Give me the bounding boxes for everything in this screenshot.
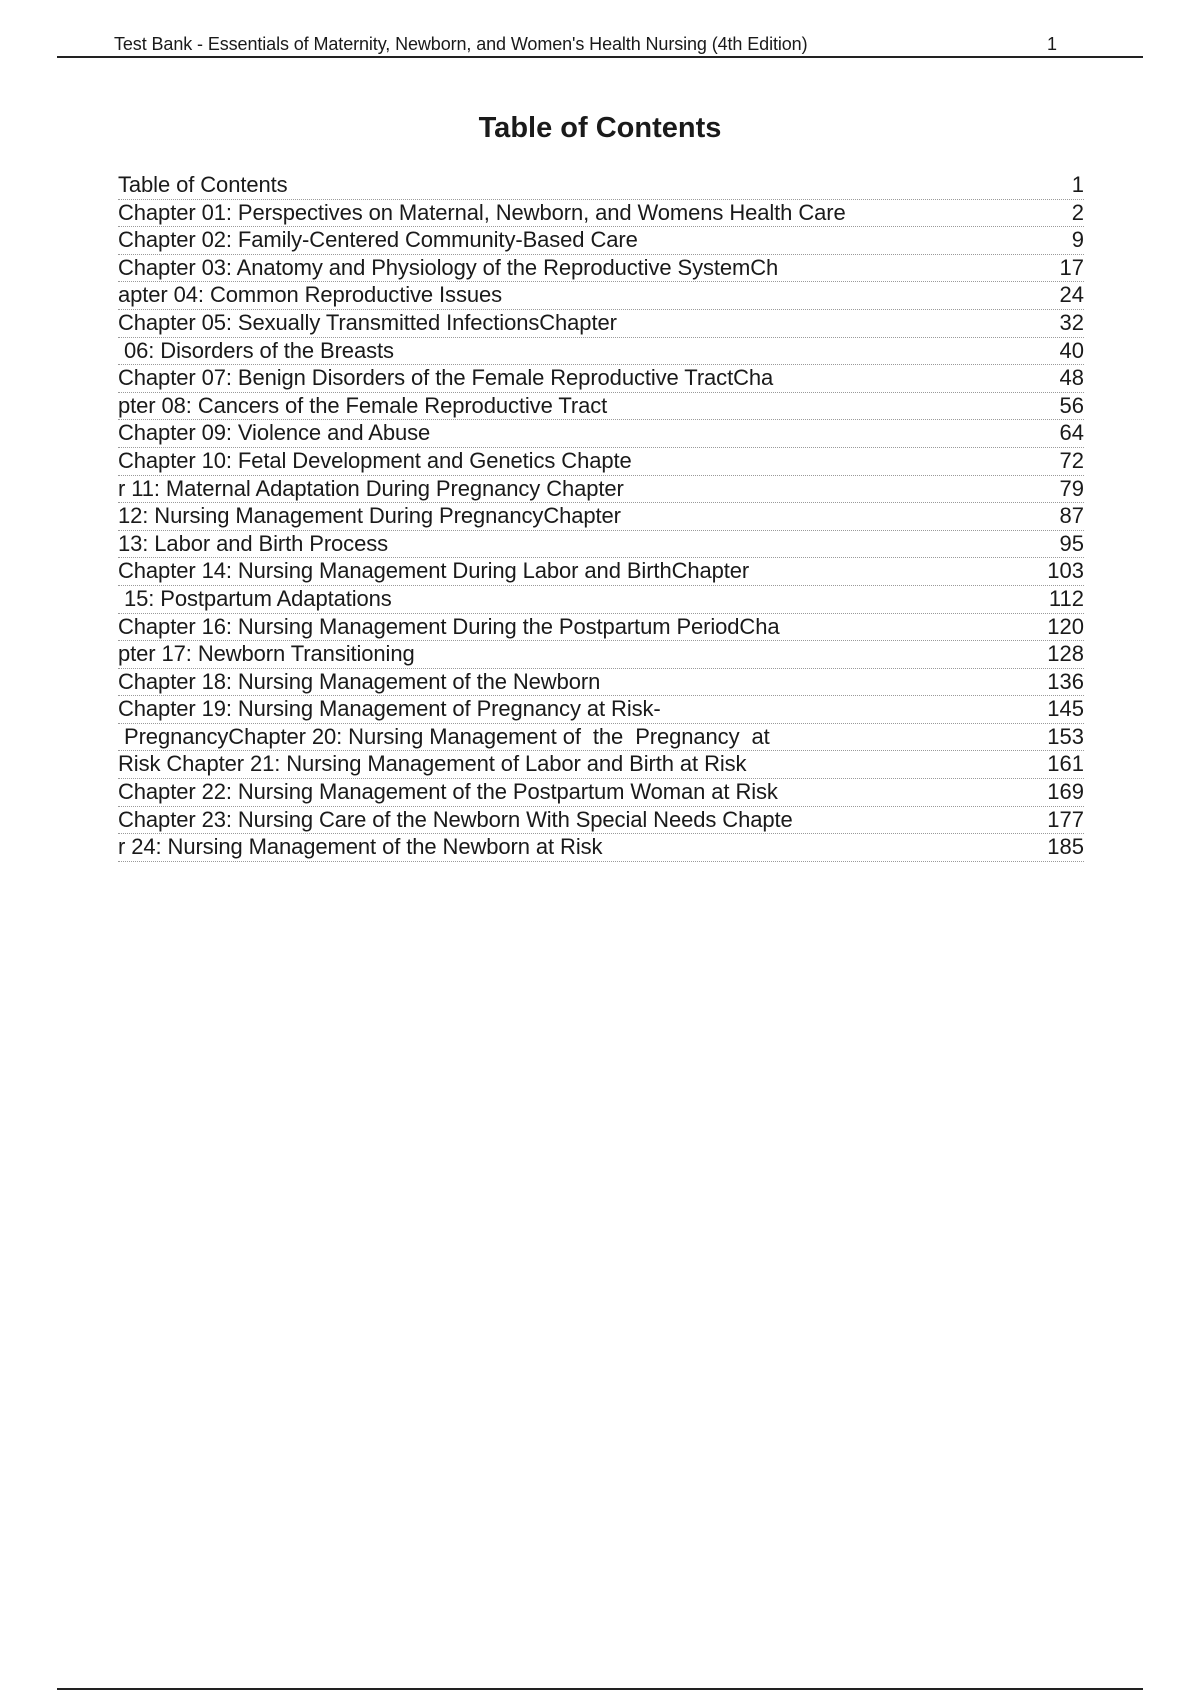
toc-entry[interactable] <box>118 255 1084 283</box>
toc-entry-page: 169 <box>1047 779 1084 805</box>
toc-entry[interactable] <box>118 338 1084 366</box>
toc-entry-title: Chapter 18: Nursing Management of the Newborn <box>118 668 601 694</box>
toc-entry-page: 120 <box>1047 613 1084 639</box>
toc-entry[interactable] <box>118 476 1084 504</box>
toc-entry[interactable] <box>118 503 1084 531</box>
toc-entry-title: Chapter 07: Benign Disorders of the Female Reproductive TractCha <box>118 365 774 391</box>
toc-entry[interactable] <box>118 696 1084 724</box>
toc-entry-title: PregnancyChapter 20: Nursing Management of the Pregnancy at <box>118 723 770 749</box>
toc-entry[interactable] <box>118 834 1084 862</box>
toc-entry-page: 161 <box>1047 751 1084 777</box>
toc-entry-page: 32 <box>1059 309 1084 335</box>
toc-entry[interactable] <box>118 172 1084 200</box>
toc-entry[interactable] <box>118 393 1084 421</box>
toc-entry-title: Chapter 23: Nursing Care of the Newborn With Special Needs Chapte <box>118 806 793 832</box>
toc-entry-page: 153 <box>1047 723 1084 749</box>
toc-entry[interactable] <box>118 641 1084 669</box>
toc-entry-title: Risk Chapter 21: Nursing Management of Labor and Birth at Risk <box>118 751 747 777</box>
toc-entry-title: Chapter 03: Anatomy and Physiology of the Reproductive SystemCh <box>118 254 779 280</box>
toc-entry-page: 40 <box>1059 337 1084 363</box>
toc-entry-page: 2 <box>1071 199 1084 225</box>
toc-entry-page: 17 <box>1059 254 1084 280</box>
footer-rule <box>57 1688 1143 1690</box>
document-title: Test Bank - Essentials of Maternity, Newborn, and Women's Health Nursing (4th Edition) <box>114 34 808 54</box>
toc-entry-title: Chapter 01: Perspectives on Maternal, Newborn, and Womens Health Care <box>118 199 846 225</box>
toc-entry-title: r 24: Nursing Management of the Newborn at Risk <box>118 834 603 860</box>
toc-entry-page: 79 <box>1059 475 1084 501</box>
toc-entry[interactable] <box>118 751 1084 779</box>
toc-entry[interactable] <box>118 310 1084 338</box>
toc-entry-title: Chapter 16: Nursing Management During the Postpartum PeriodCha <box>118 613 780 639</box>
toc-entry[interactable] <box>118 200 1084 228</box>
toc-entry-page: 72 <box>1059 447 1084 473</box>
toc-entry-page: 1 <box>1071 172 1084 197</box>
toc-entry-page: 177 <box>1047 806 1084 832</box>
toc-entry-page: 48 <box>1059 365 1084 391</box>
toc-entry-title: 06: Disorders of the Breasts <box>118 337 394 363</box>
toc-entry[interactable] <box>118 282 1084 310</box>
toc-entry-page: 56 <box>1059 392 1084 418</box>
toc-entry-title: apter 04: Common Reproductive Issues <box>118 282 503 308</box>
toc-entry[interactable] <box>118 614 1084 642</box>
toc-entry-page: 87 <box>1059 503 1084 529</box>
toc-entry-title: Chapter 09: Violence and Abuse <box>118 420 431 446</box>
toc-entry[interactable] <box>118 779 1084 807</box>
toc-entry-title: 13: Labor and Birth Process <box>118 530 389 556</box>
toc-entry-page: 185 <box>1047 834 1084 860</box>
page-number: 1 <box>1046 34 1057 54</box>
toc-entry-page: 145 <box>1047 696 1084 722</box>
toc-entry-page: 112 <box>1048 585 1084 611</box>
page-header <box>57 32 1143 58</box>
toc-heading: Table of Contents <box>478 112 722 144</box>
toc-entry-title: pter 08: Cancers of the Female Reproductive Tract <box>118 392 608 418</box>
toc-entry[interactable] <box>118 558 1084 586</box>
toc-entry[interactable] <box>118 724 1084 752</box>
toc-entry-title: Chapter 10: Fetal Development and Genetics Chapte <box>118 447 632 473</box>
toc-entry[interactable] <box>118 669 1084 697</box>
toc-entry-title: 15: Postpartum Adaptations <box>118 585 392 611</box>
toc-entry-title: pter 17: Newborn Transitioning <box>118 641 415 667</box>
toc-entry[interactable] <box>118 365 1084 393</box>
toc-entry[interactable] <box>118 531 1084 559</box>
toc-entry-title: Chapter 14: Nursing Management During Labor and BirthChapter <box>118 558 750 584</box>
toc-entry[interactable] <box>118 448 1084 476</box>
toc-entry[interactable] <box>118 420 1084 448</box>
toc-entry-title: Chapter 22: Nursing Management of the Postpartum Woman at Risk <box>118 779 778 805</box>
toc-entry-title: Chapter 19: Nursing Management of Pregnancy at Risk- <box>118 696 661 722</box>
toc-entry-page: 103 <box>1047 558 1084 584</box>
toc-entry-title: Chapter 05: Sexually Transmitted InfectionsChapter <box>118 309 617 335</box>
toc-entry-page: 9 <box>1071 227 1084 253</box>
toc-entry[interactable] <box>118 227 1084 255</box>
toc-entry-page: 128 <box>1047 641 1084 667</box>
toc-entry-title: Chapter 02: Family-Centered Community-Based Care <box>118 227 638 253</box>
toc-entry-page: 24 <box>1059 282 1084 308</box>
toc-entry-page: 64 <box>1059 420 1084 446</box>
toc-entry-page: 95 <box>1059 530 1084 556</box>
toc-entry-title: 12: Nursing Management During PregnancyChapter <box>118 503 621 529</box>
toc-entry-title: Table of Contents <box>118 172 288 197</box>
toc-list <box>118 172 1084 862</box>
toc-entry[interactable] <box>118 807 1084 835</box>
toc-entry-page: 136 <box>1047 668 1084 694</box>
toc-entry-title: r 11: Maternal Adaptation During Pregnancy Chapter <box>118 475 624 501</box>
toc-entry[interactable] <box>118 586 1084 614</box>
